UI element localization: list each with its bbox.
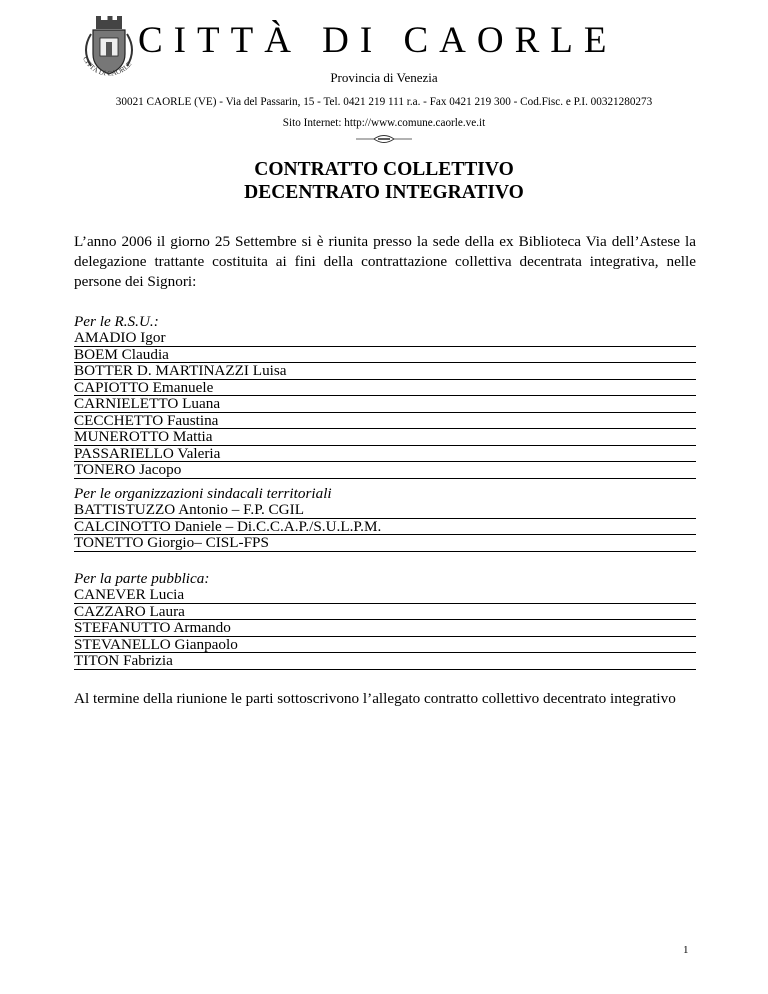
page-number: 1 [683, 944, 689, 956]
list-item: AMADIO Igor [74, 330, 696, 347]
list-item: STEFANUTTO Armando [74, 620, 696, 637]
list-item: CAPIOTTO Emanuele [74, 380, 696, 397]
list-item: BATTISTUZZO Antonio – F.P. CGIL [74, 502, 696, 519]
list-item: CAZZARO Laura [74, 604, 696, 621]
intro-paragraph: L’anno 2006 il giorno 25 Settembre si è riunita presso la sede della ex Biblioteca Via dell’Astese la delegazione trattante costituita ai fini della contrattazione collettiva decentrata integrativa, nelle persone dei Signori: [74, 233, 696, 290]
list-item: CECCHETTO Faustina [74, 413, 696, 430]
document-title [0, 158, 768, 204]
list-item: TITON Fabrizia [74, 653, 696, 670]
list-item: CALCINOTTO Daniele – Di.C.C.A.P./S.U.L.P.M. [74, 519, 696, 536]
list-item: PASSARIELLO Valeria [74, 446, 696, 463]
section-label-public: Per la parte pubblica: [74, 570, 210, 587]
title-line-2: DECENTRATO INTEGRATIVO [244, 182, 524, 203]
ornament-divider [354, 133, 414, 145]
rsu-section [74, 313, 696, 479]
list-item: MUNEROTTO Mattia [74, 429, 696, 446]
list-item: BOEM Claudia [74, 347, 696, 364]
list-item: BOTTER D. MARTINAZZI Luisa [74, 363, 696, 380]
public-section [74, 570, 696, 670]
address-line: 30021 CAORLE (VE) - Via del Passarin, 15 - Tel. 0421 219 111 r.a. - Fax 0421 219 300 - Cod.Fisc. e P.I. 00321280273 [115, 96, 653, 108]
section-label-rsu: Per le R.S.U.: [74, 313, 159, 330]
list-item: STEVANELLO Gianpaolo [74, 637, 696, 654]
seal-text: CITTÀ DI CAORLE [81, 55, 134, 78]
list-item: TONERO Jacopo [74, 462, 696, 479]
title-line-1: CONTRATTO COLLETTIVO [254, 159, 514, 180]
closing-paragraph: Al termine della riunione le parti sottoscrivono l’allegato contratto collettivo decentrato integrativo [74, 690, 676, 707]
section-label-unions: Per le organizzazioni sindacali territoriali [74, 485, 332, 502]
unions-section [74, 485, 696, 552]
list-item: CANEVER Lucia [74, 587, 696, 604]
town-name: CITTÀ DI CAORLE [138, 20, 618, 61]
list-item: TONETTO Giorgio– CISL-FPS [74, 535, 696, 552]
provincia: Provincia di Venezia [330, 70, 438, 85]
website-line: Sito Internet: http://www.comune.caorle.ve.it [282, 117, 486, 129]
list-item: CARNIELETTO Luana [74, 396, 696, 413]
